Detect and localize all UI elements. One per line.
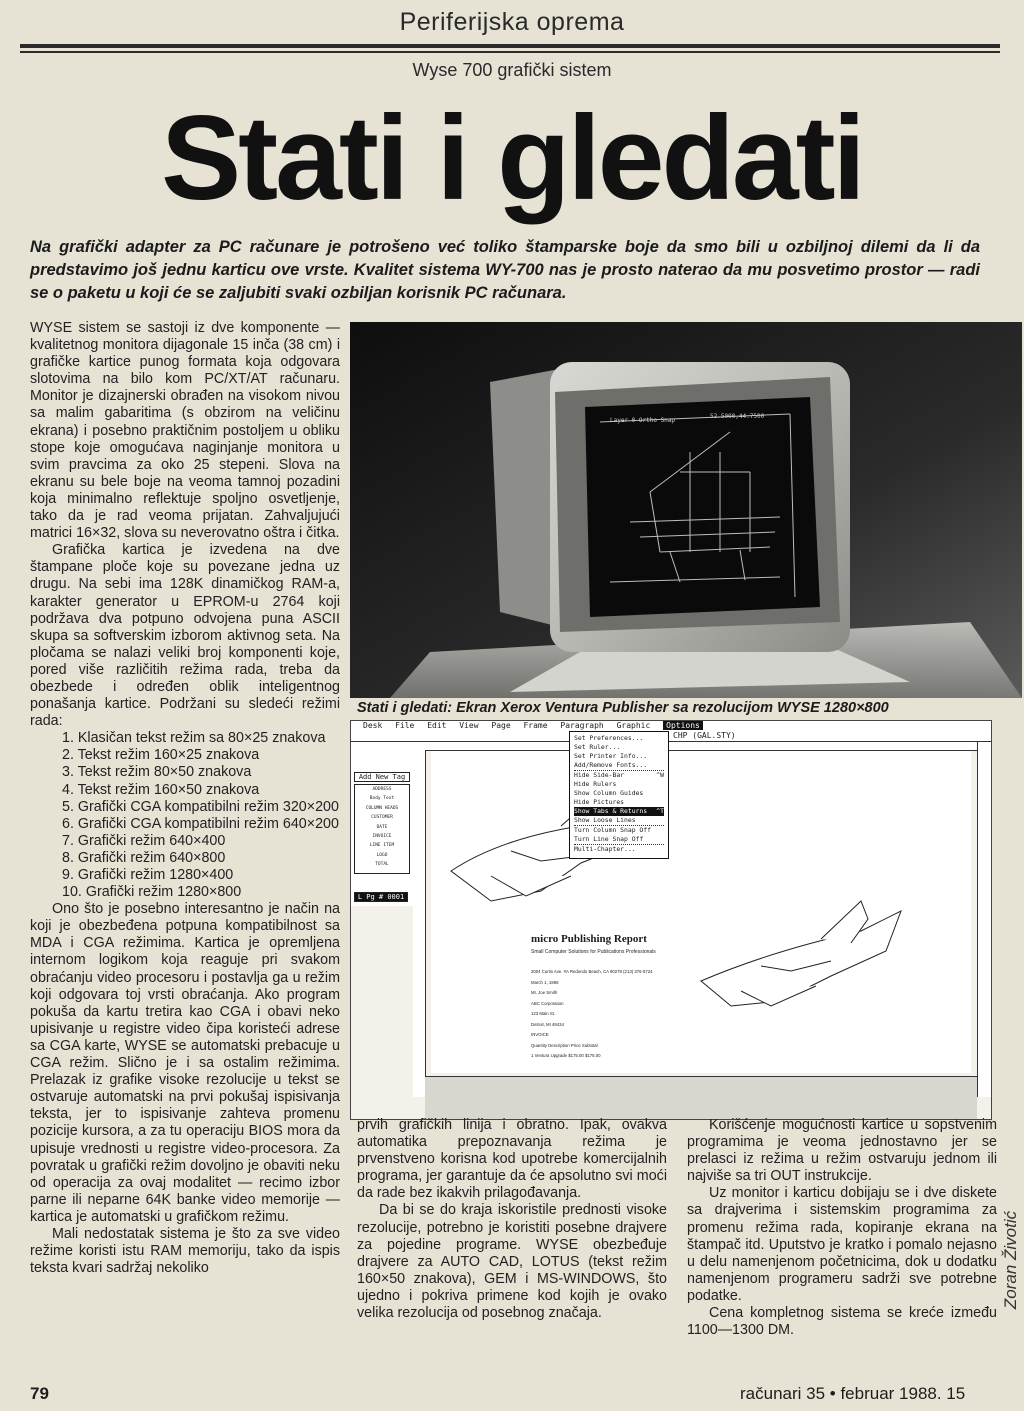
paragraph: Da bi se do kraja iskoristile prednosti visoke rezolucije, potrebno je koristiti posebne drajvere za pojedine programe. WYSE obezbeđuje drajvere za AUTO CAD, LOTUS (tekst režim 160×50 znakova), GEM i MS-WINDOWS, što ujedno i pokriva primene kod kojih je ovako velika rezolucija od posebnog značaja. [357,1202,667,1322]
menu-view[interactable]: View [459,721,479,730]
doc-line: Detroit, MI 48434 [531,1021,564,1027]
menu-item-multi-chapter[interactable]: Multi-Chapter... [574,845,636,853]
text-column-1 [30,320,340,1277]
tag-list [354,784,410,874]
monitor-illustration [350,322,1022,698]
doc-line: Mr. Joe Smith [531,990,558,995]
paragraph: Mali nedostatak sistema je što za sve video režime koristi istu RAM memoriju, tako da ispis teksta kvari sadržaj nekoliko [30,1225,340,1277]
text-column-2 [357,1117,667,1322]
header-rule-thick [20,44,1000,48]
menu-item-show-tabs-returns[interactable] [574,807,664,816]
list-item: 3. Tekst režim 80×50 znakova [62,764,252,781]
menu-item-label: Show Tabs & Returns [574,807,648,815]
menu-item-set-printer-info[interactable]: Set Printer Info... [574,752,648,760]
doc-line: 1 Ventura Upgrade $175.00 $175.00 [531,1053,601,1058]
tag-item[interactable]: Body Text [369,796,395,802]
menu-options[interactable]: Options [663,721,703,730]
menu-item-set-preferences[interactable]: Set Preferences... [574,734,644,742]
tag-item[interactable]: LOGO [376,852,388,858]
menu-item-hide-pictures[interactable]: Hide Pictures [574,798,625,806]
screen-title: Layer 0 Ortho Snap [610,417,676,424]
side-bar [351,742,414,906]
tag-item[interactable]: TOTAL [375,862,389,868]
doc-title: micro Publishing Report [531,933,647,945]
menu-item-hide-side-bar[interactable] [574,771,664,780]
title-bar [351,731,991,742]
header-rule-thin [20,51,1000,53]
horizontal-scrollbar[interactable] [425,1076,977,1119]
article-headline: Stati i gledati [161,91,863,225]
article-subtitle: Wyse 700 grafički sistem [412,60,612,80]
paragraph: WYSE sistem se sastoji iz dve komponente — kvalitetnog monitora dijagonale 15 inča (38 cm) i grafičke kartice punog formata koja odgovara slotovima na bilo kom PC/XT/AT računaru. Monitor je dizajnerski obrađen na visokom nivou sa malim gabaritima (s obzirom na veličinu ekrana) i posebno praktičnim postoljem u obliku stope koje omogućava naginjanje monitora u svim pravcima za oko 25 stepeni. Slova na ekranu su bele boje na veoma tamnoj pozadini koja minimalno reflektuje spoljno osvetljenje, tako da je rad veoma prijatan. Zahvaljujući matrici 16×32, slova su neverovatno oštra i čitka. [30,320,340,542]
shortcut-label: ^W [656,771,664,779]
list-item: 6. Grafički CGA kompatibilni režim 640×200 [62,815,339,832]
menu-item-show-loose-lines[interactable]: Show Loose Lines [574,816,664,826]
page-area [431,751,971,1073]
paragraph: Cena kompletnog sistema se kreće između 1100—1300 DM. [687,1305,997,1339]
tag-item[interactable]: ADDRESS [372,787,392,792]
doc-line: INVOICE [531,1032,549,1037]
menu-desk[interactable]: Desk [363,721,383,730]
list-item: 10. Grafički režim 1280×800 [62,884,242,901]
doc-line: 123 Main St. [531,1011,556,1016]
menu-item-turn-column-snap-off[interactable]: Turn Column Snap Off [574,826,651,834]
tag-item[interactable]: CUSTOMER [371,815,393,821]
tag-item[interactable]: LINE ITEM [369,843,395,849]
menu-paragraph[interactable]: Paragraph [560,721,604,730]
chapter-name: CHP (GAL.STY) [673,731,736,740]
doc-line: 2004 Curtis Ave. #A Redondo Beach, CA 90278 (213) 376-5724 [531,969,653,974]
author-name: Zoran Životić [1001,1210,1020,1310]
section-title: Periferijska oprema [399,8,625,36]
shortcut-label: ^T [656,807,664,815]
photo-caption: Stati i gledati: Ekran Xerox Ventura Publisher sa rezolucijom WYSE 1280×800 [357,700,889,716]
author-credit [996,1180,1024,1350]
paragraph: Ono što je posebno interesantno je način na koji je obezbeđena potpuna kompatibilnost sa MDA i CGA režimima. Kartica je opremljena internom logikom koja reaguje pri svakom obraćanju video procesoru i postavlja ga u režim koji odgovara toj vrsti obraćanja. Ako program pokuša da kartu tretira kao CGA i obavi neko upisivanje u registre video čipa koristeći adrese sa CGA karte, WYSE se automatski prebacuje u CGA režim. Slično je i sa ostalim režimima. Prelazak iz grafike visoke rezolucije u tekst se ostvaruje automatski na prvi pokušaj ispisivanja teksta, jer to ispisivanje zahteva promenu pozicije kursora, a za tu operaciju BIOS mora da upisuje vrednosti u registre video-procesora. Za povratak u grafički režim dovoljno je obaviti neku od operacija za ovaj modalitet — recimo izbor parne ili neparne 64K banke video memorije — kartica je automatski u grafičkom režimu. [30,901,340,1225]
screen-coords: 52.5000,44.7500 [710,413,765,420]
monitor-photo [350,322,1022,698]
list-item: 4. Tekst režim 160×50 znakova [62,781,260,798]
page-number-left: 79 [30,1384,49,1403]
list-item: 5. Grafički CGA kompatibilni režim 320×200 [62,798,339,815]
text-column-3 [687,1117,997,1339]
list-item: 1. Klasičan tekst režim sa 80×25 znakova [62,730,326,747]
vertical-scrollbar[interactable] [977,742,991,1097]
doc-line: ABC Corporation [531,1000,564,1006]
doc-subtitle: Small Computer Solutions for Publications Professionals [531,949,656,955]
ventura-screenshot [350,720,992,1120]
tag-item[interactable]: INVOICE [372,834,392,840]
menu-edit[interactable]: Edit [427,721,447,730]
article-intro: Na grafički adapter za PC računare je potrošeno već toliko štamparske boje da smo bili u ozbiljnoj dilemi da li da predstavimo još jednu karticu ove vrste. Kvalitet sistema WY-700 nas je prosto naterao da mu posvetimo prostor — radi se o paketu u koji će se zaljubiti svaki ozbiljan korisnik PC računara. [30,238,980,302]
paragraph: prvih grafičkih linija i obratno. Ipak, ovakva automatika prepoznavanja režima je prvenstveno korisna kod upotrebe komercijalnih programa, jer garantuje da će apsolutno svi moći da rade bez ikakvih prilagođavanja. [357,1117,667,1202]
paragraph: Grafička kartica je izvedena na dve štampane ploče koje su povezane jedna uz drugu. Na sebi ima 128K dinamičkog RAM-a, karakter generator u EPROM-u 2764 koji podržava dva potpuno odvojena puna ASCII skupa sa softverskim izborom aktivnog seta. Na pločama se nalazi veliki broj komponenti koje, pored više različitih režima rada, treba da obezbede i određen oblik inteligentnog ponašanja kartice. Podržani su sledeći režimi rada: [30,542,340,730]
paragraph: Uz monitor i karticu dobijaju se i dve diskete sa drajverima i sistemskim programima za promenu režima rada, kopiranje ekrana na štampač itd. Uputstvo je kratko i pomalo nejasno u delu namenjenom početnicima, dok u dodatku namenjenom programeru sadrži sve potrebne podatke. [687,1185,997,1304]
menu-page[interactable]: Page [491,721,511,730]
tag-item[interactable]: COLUMN HEADS [365,805,399,811]
page-indicator: L Pg # 0001 [354,892,408,902]
doc-lines [531,967,653,1062]
doc-line: March 1, 1986 [531,979,559,985]
add-new-tag-button[interactable]: Add New Tag [354,772,410,782]
menu-item-hide-rulers[interactable]: Hide Rulers [574,780,617,788]
menu-item-add-remove-fonts[interactable]: Add/Remove Fonts... [574,761,664,771]
doc-line: Quantity Description Price Subtotal [531,1042,598,1048]
horizontal-ruler [425,742,977,751]
list-item: 8. Grafički režim 640×800 [62,849,226,866]
paragraph: Korišćenje mogućnosti kartice u sopstvenim programima je veoma jednostavno jer se prelasci iz režima u režim ostvaruju jednom ili najviše sa tri OUT instrukcije. [687,1117,997,1185]
tag-item[interactable]: DATE [376,824,388,830]
menu-item-set-ruler[interactable]: Set Ruler... [574,743,621,751]
menu-item-label: Hide Side-Bar [574,771,625,779]
menu-item-turn-line-snap-off[interactable]: Turn Line Snap Off [574,835,664,845]
list-item: 9. Grafički režim 1280×400 [62,867,234,883]
menu-graphic[interactable]: Graphic [616,721,651,730]
publication-footer: računari 35 • februar 1988. 15 [740,1384,966,1403]
list-item: 7. Grafički režim 640×400 [62,832,226,849]
menu-frame[interactable]: Frame [523,721,548,730]
vertical-ruler [413,742,426,1097]
menu-item-show-column-guides[interactable]: Show Column Guides [574,789,644,797]
options-dropdown-menu [569,731,669,859]
menu-file[interactable]: File [395,721,415,730]
list-item: 2. Tekst režim 160×25 znakova [62,747,260,764]
shuttle-illustrations [431,751,971,1073]
